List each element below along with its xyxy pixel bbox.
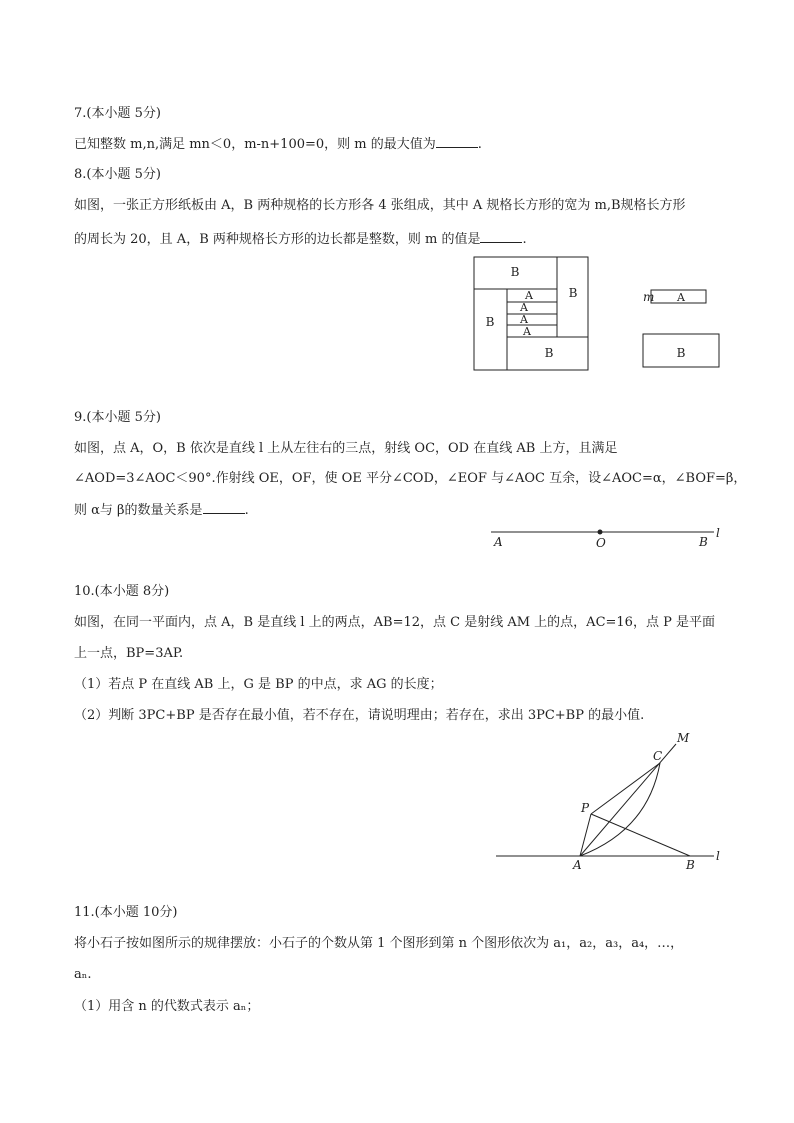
q9-line3: 则 α与 β的数量关系是 [74, 503, 203, 518]
q9-answer-blank[interactable] [203, 502, 245, 514]
q9-label-b: B [699, 535, 708, 549]
q10-line1: 如图，在同一平面内，点 A，B 是直线 l 上的两点，AB=12，点 C 是射线 AM 上的点，AC=16，点 P 是平面 [74, 615, 715, 630]
q10-label-l: l [716, 849, 720, 863]
q8-line1: 如图，一张正方形纸板由 A，B 两种规格的长方形各 4 张组成，其中 A 规格长方形的宽为 m,B规格长方形 [74, 198, 686, 213]
q8-end: . [522, 232, 527, 247]
q8-legend-a: A [677, 291, 685, 304]
q9-line1: 如图，点 A，O，B 依次是直线 l 上从左往右的三点，射线 OC，OD 在直线 AB 上方，且满足 [74, 441, 618, 456]
q8-label-a-4: A [523, 325, 531, 338]
q7-statement: 已知整数 m,n,满足 mn＜0，m-n+100=0，则 m 的最大值为 [74, 137, 436, 152]
q10-figure [496, 744, 714, 856]
q10-label-c: C [653, 749, 663, 763]
q10-labels [572, 731, 720, 872]
q8-label-a-1: A [525, 289, 533, 302]
q10-header: 10.(本小题 8分) [74, 584, 170, 599]
q8-label-b-left: B [485, 315, 495, 329]
q8-label-b-bottom: B [544, 346, 554, 360]
q9-line3-wrap [74, 502, 249, 519]
q10-label-a: A [573, 858, 582, 872]
q7-header: 7.(本小题 5分) [74, 106, 161, 121]
q8-label-a-2: A [520, 301, 528, 314]
q8-header: 8.(本小题 5分) [74, 167, 161, 182]
q9-label-a: A [494, 535, 503, 549]
q8-square-labels [486, 265, 578, 360]
q8-square-figure [474, 257, 588, 370]
q10-label-p: P [581, 801, 590, 815]
q9-end: . [244, 503, 249, 518]
q8-legend [643, 290, 719, 367]
q9-line2: ∠AOD=3∠AOC＜90°.作射线 OE，OF，使 OE 平分∠COD，∠EOF 与∠AOC 互余，设∠AOC=α，∠BOF=β， [74, 471, 747, 486]
q11-part1: （1）用含 n 的代数式表示 aₙ； [74, 999, 260, 1014]
q8-line2: 的周长为 20，且 A，B 两种规格长方形的边长都是整数，则 m 的值是 [74, 232, 481, 247]
q10-line2: 上一点，BP=3AP. [74, 646, 184, 661]
q9-label-l: l [716, 526, 720, 540]
q9-header: 9.(本小题 5分) [74, 410, 161, 425]
q7-end: . [477, 137, 482, 152]
q8-label-b-right: B [568, 286, 578, 300]
q8-label-b-top: B [510, 265, 520, 279]
q10-part1: （1）若点 P 在直线 AB 上，G 是 BP 的中点，求 AG 的长度； [74, 677, 443, 692]
q8-legend-m: m [643, 290, 655, 304]
q11-line2: aₙ. [74, 967, 92, 982]
q10-label-m: M [677, 731, 690, 745]
q11-line1: 将小石子按如图所示的规律摆放：小石子的个数从第 1 个图形到第 n 个图形依次为 a₁，a₂，a₃，a₄，…， [74, 936, 684, 951]
q10-part2: （2）判断 3PC+BP 是否存在最小值，若不存在，请说明理由；若存在，求出 3PC+BP 的最小值. [74, 708, 645, 723]
q9-line-figure [491, 526, 720, 550]
q8-legend-b: B [676, 346, 686, 360]
q9-label-o: O [596, 536, 606, 550]
q11-header: 11.(本小题 10分) [74, 905, 178, 920]
q8-label-a-3: A [520, 313, 528, 326]
q10-label-b: B [686, 858, 695, 872]
